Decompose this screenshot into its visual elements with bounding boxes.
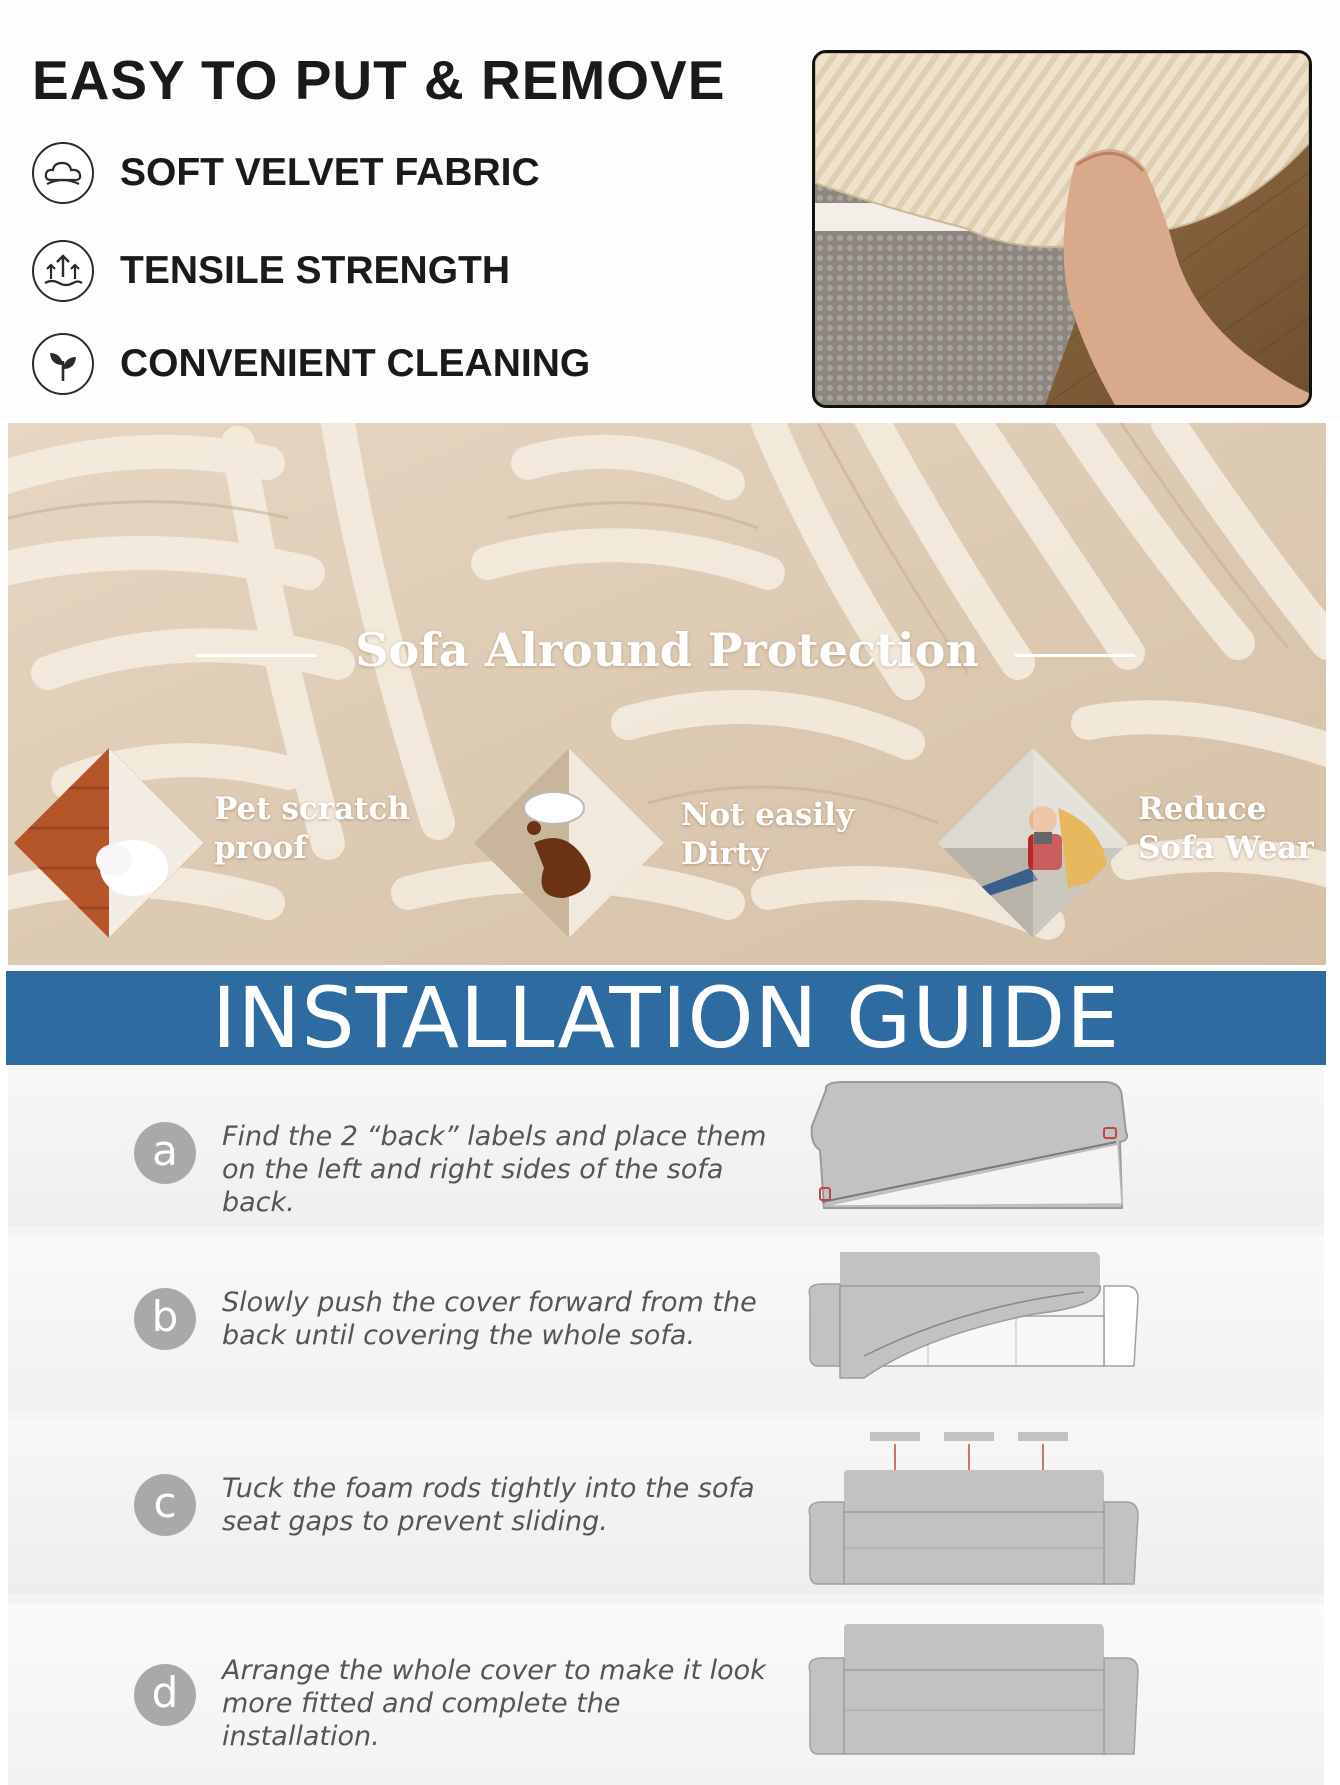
child-on-sofa-image bbox=[938, 748, 1128, 938]
step-text: Slowly push the cover forward from the back until covering the whole sofa. bbox=[222, 1287, 757, 1351]
benefit-reduce-sofa-wear bbox=[938, 748, 1326, 938]
title-rule-right bbox=[1015, 654, 1135, 657]
benefit-label: Reduce Sofa Wear bbox=[1138, 791, 1314, 866]
step-badge: b bbox=[134, 1288, 196, 1350]
stretch-arrows-icon bbox=[32, 240, 94, 302]
benefit-label: Pet scratch proof bbox=[214, 791, 410, 866]
installation-title: INSTALLATION GUIDE bbox=[211, 971, 1121, 1065]
feature-soft-velvet bbox=[32, 140, 540, 206]
sprout-icon bbox=[32, 333, 94, 395]
sofa-back-labels-illustration bbox=[804, 1080, 1144, 1220]
feature-tensile-strength bbox=[32, 238, 510, 304]
step-badge: c bbox=[134, 1474, 196, 1536]
installation-guide-header bbox=[6, 971, 1326, 1065]
feature-convenient-cleaning bbox=[32, 331, 590, 397]
feature-label: CONVENIENT CLEANING bbox=[120, 342, 591, 385]
feature-label: SOFT VELVET FABRIC bbox=[120, 151, 540, 194]
step-text: Arrange the whole cover to make it look more fitted and complete the installation. bbox=[222, 1655, 766, 1752]
installation-steps bbox=[8, 1066, 1324, 1785]
benefit-label: Not easily Dirty bbox=[681, 797, 854, 872]
step-b bbox=[8, 1236, 1324, 1410]
step-text: Find the 2 “back” labels and place them on the left and right sides of the sofa back. bbox=[222, 1121, 767, 1218]
benefit-pet-scratch bbox=[14, 748, 414, 938]
benefit-not-easily-dirty bbox=[474, 748, 874, 938]
feature-label: TENSILE STRENGTH bbox=[120, 249, 511, 292]
step-text: Tuck the foam rods tightly into the sofa seat gaps to prevent sliding. bbox=[222, 1473, 755, 1537]
step-c bbox=[8, 1420, 1324, 1594]
sofa-foam-rods-illustration bbox=[804, 1432, 1144, 1592]
cloud-icon bbox=[32, 142, 94, 204]
step-d bbox=[8, 1604, 1324, 1785]
protection-banner bbox=[8, 423, 1326, 965]
banner-title: Sofa Alround Protection bbox=[355, 623, 979, 677]
sofa-push-cover-illustration bbox=[804, 1246, 1144, 1386]
coffee-stain-image bbox=[474, 748, 664, 938]
step-badge: d bbox=[134, 1664, 196, 1726]
pet-scratch-image bbox=[14, 748, 204, 938]
top-section bbox=[0, 0, 1340, 420]
headline: EASY TO PUT & REMOVE bbox=[32, 49, 726, 111]
step-a bbox=[8, 1066, 1324, 1226]
sofa-finished-illustration bbox=[804, 1622, 1144, 1762]
step-badge: a bbox=[134, 1122, 196, 1184]
cover-corner-photo bbox=[812, 50, 1312, 408]
